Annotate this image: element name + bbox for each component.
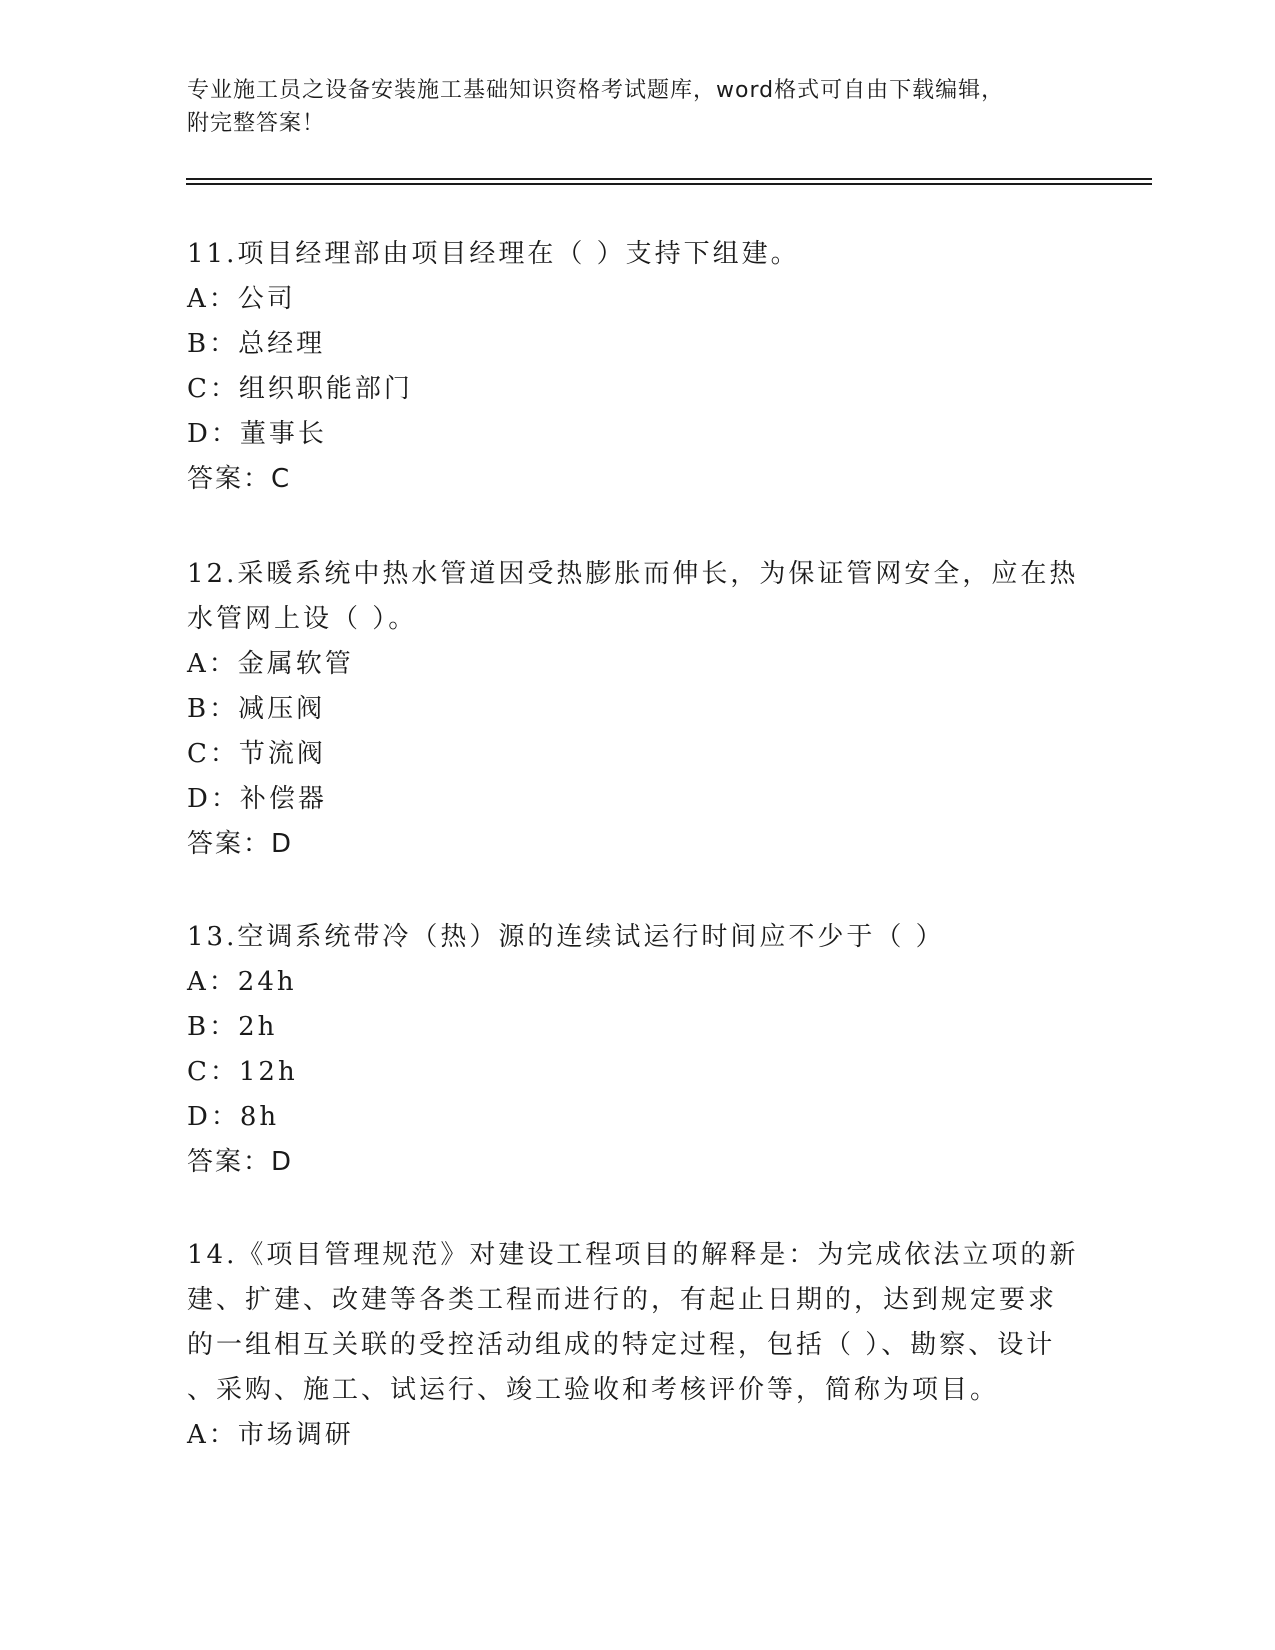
question-text-line-1: 14.《项目管理规范》对建设工程项目的解释是：为完成依法立项的新 xyxy=(187,1240,1079,1270)
answer: 答案：D xyxy=(187,1147,294,1177)
question-11 xyxy=(187,232,1077,502)
document-header xyxy=(187,74,1087,140)
option-b: B：减压阀 xyxy=(187,694,326,724)
header-line-1: 专业施工员之设备安装施工基础知识资格考试题库，word格式可自由下载编辑， xyxy=(187,78,1005,103)
header-line-2: 附完整答案！ xyxy=(187,111,326,136)
header-divider-top xyxy=(186,178,1152,180)
question-text: 11.项目经理部由项目经理在（ ）支持下组建。 xyxy=(187,239,800,269)
question-text-line-2: 建、扩建、改建等各类工程而进行的，有起止日期的，达到规定要求 xyxy=(187,1285,1058,1315)
option-b: B：总经理 xyxy=(187,329,326,359)
question-text: 13.空调系统带冷（热）源的连续试运行时间应不少于（ ） xyxy=(187,922,945,952)
option-a: A：公司 xyxy=(187,284,296,314)
question-text-line-1: 12.采暖系统中热水管道因受热膨胀而伸长，为保证管网安全，应在热 xyxy=(187,559,1079,589)
option-a: A：24h xyxy=(187,967,297,997)
question-13 xyxy=(187,915,1077,1185)
option-d: D：董事长 xyxy=(187,419,327,449)
option-d: D：8h xyxy=(187,1102,280,1132)
option-b: B：2h xyxy=(187,1012,278,1042)
option-c: C：12h xyxy=(187,1057,298,1087)
option-c: C：组织职能部门 xyxy=(187,374,413,404)
option-d: D：补偿器 xyxy=(187,784,327,814)
question-14 xyxy=(187,1233,1077,1458)
question-12 xyxy=(187,552,1077,867)
header-divider-bottom xyxy=(186,183,1152,185)
question-text-line-4: 、采购、施工、试运行、竣工验收和考核评价等，简称为项目。 xyxy=(187,1375,1000,1405)
question-text-line-3: 的一组相互关联的受控活动组成的特定过程，包括（ ）、勘察、设计 xyxy=(187,1330,1056,1360)
answer: 答案：C xyxy=(187,464,292,494)
question-text-line-2: 水管网上设（ ）。 xyxy=(187,604,418,634)
option-a: A：市场调研 xyxy=(187,1420,354,1450)
option-c: C：节流阀 xyxy=(187,739,326,769)
answer: 答案：D xyxy=(187,829,294,859)
option-a: A：金属软管 xyxy=(187,649,354,679)
